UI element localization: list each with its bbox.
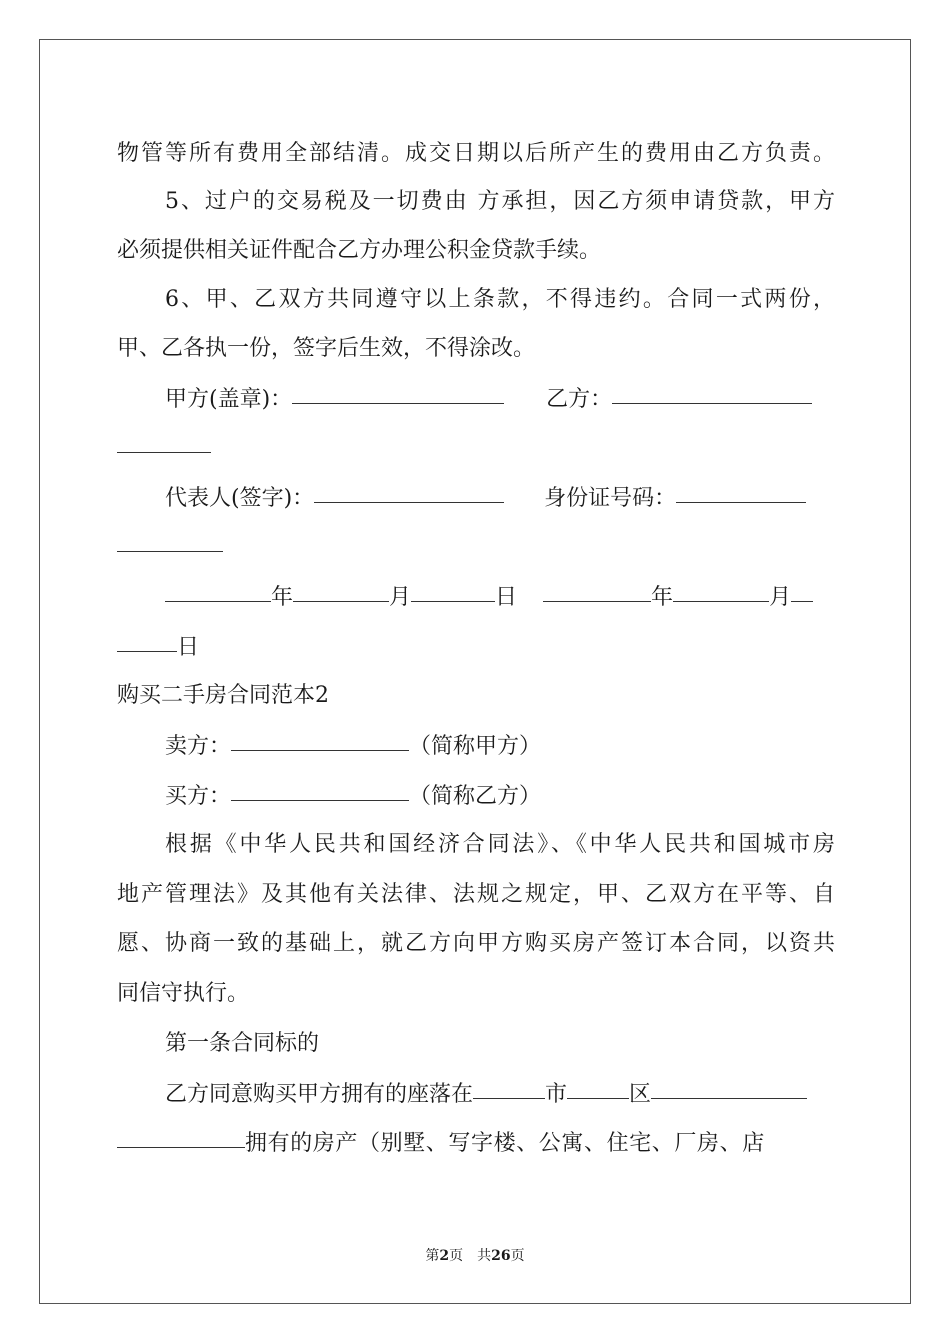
id-label: 身份证号码： — [544, 486, 677, 511]
day-label-b: 日 — [177, 635, 200, 660]
day-blank-a[interactable] — [411, 575, 495, 602]
party-b-blank[interactable] — [612, 377, 812, 404]
party-b-blank-continued[interactable] — [117, 426, 211, 453]
location-prefix: 乙方同意购买甲方拥有的座落在 — [165, 1082, 474, 1107]
district-blank[interactable] — [567, 1072, 629, 1099]
seller-row — [165, 726, 541, 766]
signature-rep-row — [165, 478, 806, 518]
buyer-blank[interactable] — [231, 774, 409, 801]
year-label-b: 年 — [651, 585, 674, 610]
location-row — [165, 1074, 807, 1114]
buyer-row — [165, 776, 541, 816]
rep-blank[interactable] — [314, 476, 504, 503]
preamble-line-2: 地产管理法》及其他有关法律、法规之规定，甲、乙双方在平等、自 — [117, 882, 835, 907]
party-b-label: 乙方： — [546, 387, 613, 412]
clause-6-line-1: 6、甲、乙双方共同遵守以上条款，不得违约。合同一式两份， — [165, 287, 835, 312]
clause-5-line-1: 5、过户的交易税及一切费由 方承担，因乙方须申请贷款，甲方 — [165, 189, 835, 214]
address-blank-continued[interactable] — [117, 1121, 245, 1148]
party-b-blank-continued-row — [117, 428, 211, 468]
month-blank-b[interactable] — [673, 575, 769, 602]
city-blank[interactable] — [473, 1072, 545, 1099]
id-blank[interactable] — [676, 476, 806, 503]
section-title: 购买二手房合同范本2 — [117, 683, 329, 708]
day-blank-b[interactable] — [117, 625, 177, 652]
seller-note: （简称甲方） — [409, 734, 542, 759]
day-blank-b-start[interactable] — [791, 575, 813, 602]
party-a-blank[interactable] — [292, 377, 504, 404]
month-label-a: 月 — [389, 585, 412, 610]
date-row-continued — [117, 627, 199, 667]
article-1-heading: 第一条合同标的 — [165, 1031, 320, 1056]
date-row — [165, 577, 813, 617]
id-blank-continued-row — [117, 527, 223, 567]
address-blank[interactable] — [651, 1072, 807, 1099]
month-label-b: 月 — [769, 585, 792, 610]
clause-5-line-2: 必须提供相关证件配合乙方办理公积金贷款手续。 — [117, 238, 602, 263]
seller-blank[interactable] — [231, 724, 409, 751]
clause-6-line-2: 甲、乙各执一份，签字后生效，不得涂改。 — [117, 336, 536, 361]
month-blank-a[interactable] — [293, 575, 389, 602]
location-row-continued — [117, 1123, 765, 1163]
location-suffix: 拥有的房产（别墅、写字楼、公寓、住宅、厂房、店 — [245, 1131, 765, 1156]
district-label: 区 — [629, 1082, 652, 1107]
year-label-a: 年 — [271, 585, 294, 610]
page-border — [39, 39, 911, 1304]
page-footer — [0, 1246, 950, 1266]
seller-label: 卖方： — [165, 734, 232, 759]
preamble-line-1: 根据《中华人民共和国经济合同法》、《中华人民共和国城市房 — [165, 832, 835, 857]
city-label: 市 — [545, 1082, 568, 1107]
id-blank-continued[interactable] — [117, 525, 223, 552]
signature-parties-row — [165, 379, 812, 419]
footer-page-prefix: 第 — [425, 1248, 440, 1264]
footer-page-mid: 页 共 — [449, 1248, 492, 1264]
footer-page-total: 26 — [491, 1248, 511, 1264]
footer-page-number: 2 — [439, 1248, 450, 1264]
party-a-label: 甲方(盖章)： — [165, 387, 293, 412]
preamble-line-4: 同信守执行。 — [117, 981, 250, 1006]
rep-label: 代表人(签字)： — [165, 486, 315, 511]
buyer-note: （简称乙方） — [409, 784, 542, 809]
year-blank-b[interactable] — [543, 575, 651, 602]
year-blank-a[interactable] — [165, 575, 271, 602]
paragraph-line: 物管等所有费用全部结清。成交日期以后所产生的费用由乙方负责。 — [117, 141, 835, 166]
day-label-a: 日 — [495, 585, 518, 610]
preamble-line-3: 愿、协商一致的基础上，就乙方向甲方购买房产签订本合同，以资共 — [117, 931, 835, 956]
buyer-label: 买方： — [165, 784, 232, 809]
footer-page-suffix: 页 — [510, 1248, 525, 1264]
